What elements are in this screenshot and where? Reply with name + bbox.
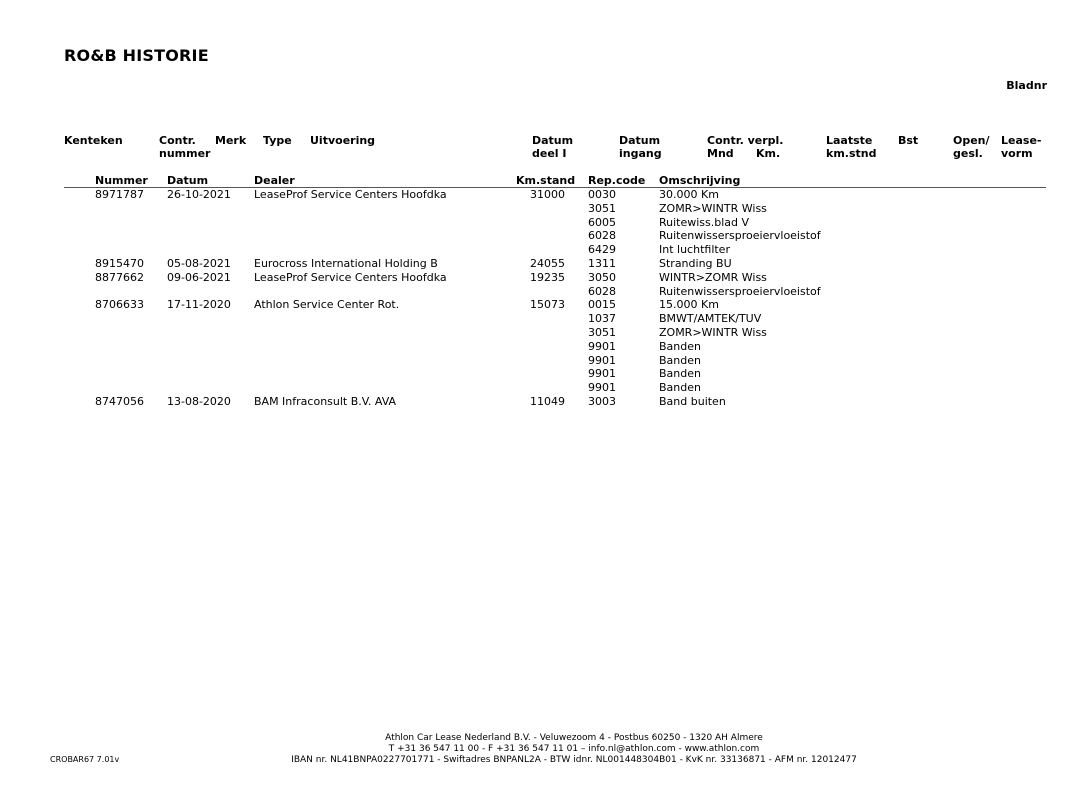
- cell-omschrijving: 15.000 Km: [659, 298, 719, 312]
- footer-bank-details: IBAN nr. NL41BNPA0227701771 - Swiftadres BNPANL2A - BTW idnr. NL001448304B01 - KvK nr. 33136871 - AFM nr. 12012477: [291, 755, 857, 765]
- header-contr-line1: Contr.: [159, 134, 196, 147]
- cell-dealer: Eurocross International Holding B: [254, 256, 438, 270]
- cell-repcode: 1037: [588, 312, 616, 326]
- cell-omschrijving: Banden: [659, 339, 701, 353]
- cell-datum: 05-08-2021: [167, 256, 231, 270]
- cell-repcode: 9901: [588, 339, 616, 353]
- table-row: [0, 285, 1080, 299]
- cell-kmstand: 15073: [530, 298, 565, 312]
- cell-nummer: 8877662: [95, 270, 144, 284]
- header-type: Type: [263, 134, 292, 147]
- cell-omschrijving: Ruitewiss.blad V: [659, 215, 750, 229]
- cell-repcode: 0015: [588, 298, 616, 312]
- subheader-dealer: Dealer: [254, 174, 295, 187]
- cell-repcode: 3003: [588, 394, 616, 408]
- header-datum-deel-line2: deel I: [532, 147, 567, 160]
- page-number-label: Bladnr: [1006, 79, 1047, 92]
- page-title: RO&B HISTORIE: [64, 46, 209, 65]
- table-row: [0, 354, 1080, 368]
- header-uitvoering: Uitvoering: [310, 134, 376, 147]
- cell-datum: 09-06-2021: [167, 270, 231, 284]
- header-contr: [159, 134, 210, 160]
- header-datum-ingang-line2: ingang: [619, 147, 662, 160]
- table-row: [0, 298, 1080, 312]
- header-laatste-line2: km.stnd: [826, 147, 877, 160]
- cell-omschrijving: ZOMR>WINTR Wiss: [659, 325, 767, 339]
- cell-datum: 26-10-2021: [167, 188, 231, 201]
- cell-repcode: 3051: [588, 201, 616, 215]
- table-row: [0, 367, 1080, 381]
- subheader-repcode: Rep.code: [588, 174, 646, 187]
- table-row: [0, 271, 1080, 285]
- table-row: [0, 202, 1080, 216]
- cell-omschrijving: ZOMR>WINTR Wiss: [659, 201, 767, 215]
- cell-repcode: 6028: [588, 229, 616, 243]
- table-row: [0, 312, 1080, 326]
- cell-omschrijving: Band buiten: [659, 394, 726, 408]
- cell-repcode: 9901: [588, 381, 616, 395]
- cell-omschrijving: BMWT/AMTEK/TUV: [659, 312, 762, 326]
- subheader-kmstand: Km.stand: [516, 174, 576, 187]
- cell-kmstand: 11049: [530, 394, 565, 408]
- form-version: CROBAR67 7.01v: [50, 755, 120, 764]
- subheader-omschrijving: Omschrijving: [659, 174, 741, 187]
- cell-repcode: 9901: [588, 367, 616, 381]
- table-row: [0, 216, 1080, 230]
- cell-omschrijving: Banden: [659, 353, 701, 367]
- header-open: [953, 134, 990, 160]
- cell-kmstand: 24055: [530, 256, 565, 270]
- header-lease: [1001, 134, 1041, 160]
- cell-dealer: LeaseProf Service Centers Hoofdka: [254, 188, 447, 201]
- cell-repcode: 6005: [588, 215, 616, 229]
- cell-dealer: LeaseProf Service Centers Hoofdka: [254, 270, 447, 284]
- header-merk: Merk: [215, 134, 247, 147]
- cell-repcode: 3050: [588, 270, 616, 284]
- cell-dealer: BAM Infraconsult B.V. AVA: [254, 394, 397, 408]
- header-bst: Bst: [898, 134, 919, 147]
- table-row: [0, 395, 1080, 409]
- cell-repcode: 1311: [588, 256, 616, 270]
- table-row: [0, 229, 1080, 243]
- header-km: Km.: [756, 147, 781, 160]
- cell-kmstand: 19235: [530, 270, 565, 284]
- table-row: [0, 188, 1080, 202]
- cell-repcode: 9901: [588, 353, 616, 367]
- history-table: [0, 188, 1080, 409]
- company-footer: [0, 733, 1080, 766]
- table-row: [0, 340, 1080, 354]
- subheader-nummer: Nummer: [95, 174, 148, 187]
- cell-kmstand: 31000: [530, 188, 565, 201]
- table-row: [0, 326, 1080, 340]
- cell-omschrijving: Ruitenwissersproeiervloeistof: [659, 284, 821, 298]
- header-open-line1: Open/: [953, 134, 990, 147]
- cell-nummer: 8747056: [95, 394, 144, 408]
- header-lease-line2: vorm: [1001, 147, 1033, 160]
- footer-contact: T +31 36 547 11 00 - F +31 36 547 11 01 – info.nl@athlon.com - www.athlon.com: [388, 744, 760, 754]
- header-datum-ingang-line1: Datum: [619, 134, 661, 147]
- cell-nummer: 8706633: [95, 298, 144, 312]
- subheader-datum: Datum: [167, 174, 209, 187]
- header-kenteken: Kenteken: [64, 134, 123, 147]
- cell-repcode: 3051: [588, 325, 616, 339]
- cell-omschrijving: Stranding BU: [659, 256, 732, 270]
- table-row: [0, 381, 1080, 395]
- header-contr-line2: nummer: [159, 147, 211, 160]
- header-datum-ingang: [619, 134, 662, 160]
- footer-address: Athlon Car Lease Nederland B.V. - Veluwezoom 4 - Postbus 60250 - 1320 AH Almere: [385, 733, 763, 743]
- header-open-line2: gesl.: [953, 147, 983, 160]
- cell-repcode: 6429: [588, 243, 616, 257]
- cell-omschrijving: WINTR>ZOMR Wiss: [659, 270, 767, 284]
- cell-nummer: 8971787: [95, 188, 144, 201]
- header-datum-deel-line1: Datum: [532, 134, 574, 147]
- header-datum-deel: [532, 134, 573, 160]
- header-lease-line1: Lease-: [1001, 134, 1042, 147]
- header-contr-verpl: Contr. verpl.: [707, 134, 784, 147]
- table-row: [0, 243, 1080, 257]
- header-laatste-line1: Laatste: [826, 134, 873, 147]
- table-row: [0, 257, 1080, 271]
- cell-omschrijving: Int luchtfilter: [659, 243, 730, 257]
- cell-nummer: 8915470: [95, 256, 144, 270]
- cell-dealer: Athlon Service Center Rot.: [254, 298, 400, 312]
- cell-datum: 13-08-2020: [167, 394, 231, 408]
- cell-omschrijving: Banden: [659, 381, 701, 395]
- cell-repcode: 6028: [588, 284, 616, 298]
- header-mnd: Mnd: [707, 147, 734, 160]
- cell-repcode: 0030: [588, 188, 616, 201]
- cell-omschrijving: Ruitenwissersproeiervloeistof: [659, 229, 821, 243]
- header-laatste: [826, 134, 876, 160]
- cell-omschrijving: 30.000 Km: [659, 188, 719, 201]
- cell-omschrijving: Banden: [659, 367, 701, 381]
- cell-datum: 17-11-2020: [167, 298, 231, 312]
